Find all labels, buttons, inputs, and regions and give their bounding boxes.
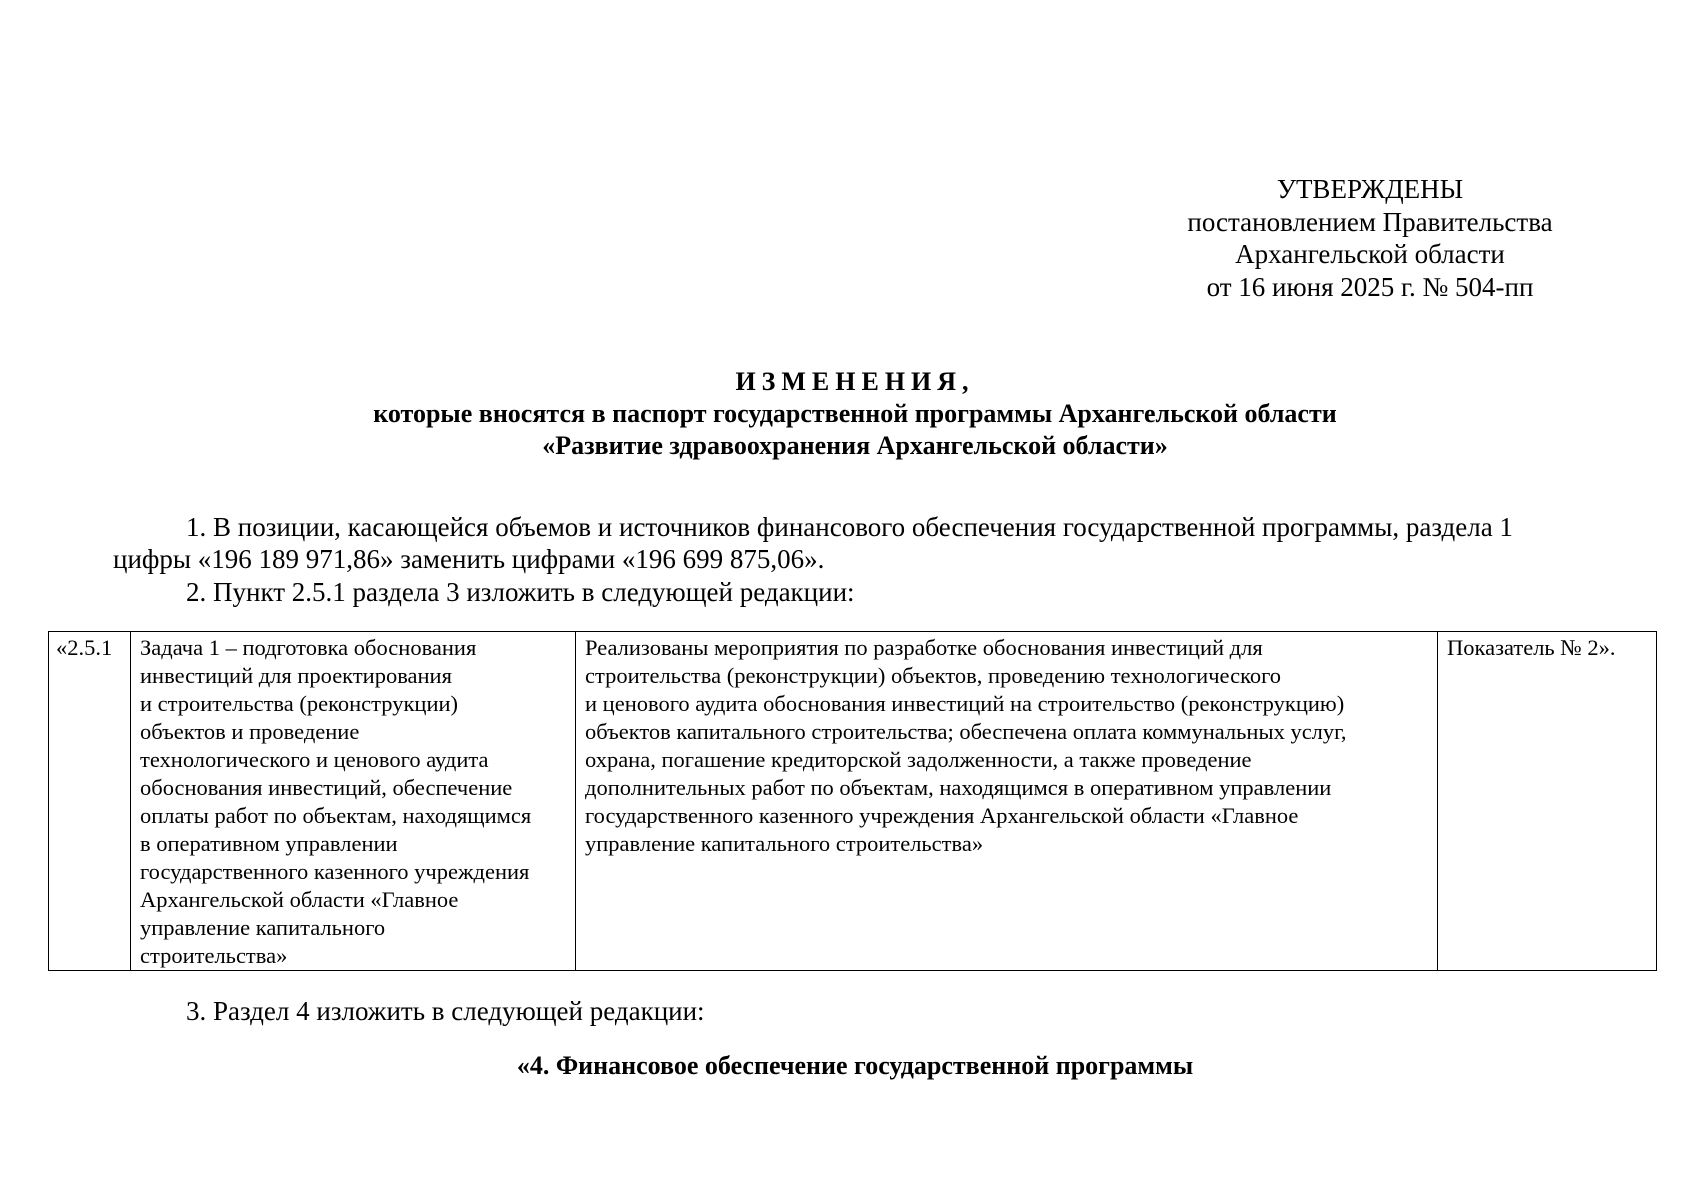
result-line: государственного казенного учреждения Архангельской области «Главное (585, 803, 1299, 828)
task-line: в оперативном управлении (140, 831, 398, 856)
paragraph-2: 2. Пункт 2.5.1 раздела 3 изложить в следующей редакции: (186, 577, 855, 607)
indicator-cell (1438, 632, 1657, 971)
result-line: и ценового аудита обоснования инвестиций на строительство (реконструкцию) (585, 691, 1345, 716)
indicator-text: Показатель № 2». (1447, 635, 1616, 660)
task-line: объектов и проведение (140, 719, 360, 744)
section-heading: «4. Финансовое обеспечение государственной программы (516, 1051, 1194, 1080)
task-line: технологического и ценового аудита (140, 747, 489, 772)
table-row (49, 632, 1657, 971)
approval-line: Архангельской области (1235, 239, 1505, 269)
result-cell (576, 632, 1438, 971)
paragraph-1-line-1: 1. В позиции, касающейся объемов и источников финансового обеспечения государственной программы, раздела 1 (186, 512, 1513, 542)
task-line: Задача 1 – подготовка обоснования (140, 635, 477, 660)
paragraph-1-line-2: цифры «196 189 971,86» заменить цифрами «196 699 875,06». (113, 544, 825, 574)
task-line: государственного казенного учреждения (140, 859, 530, 884)
item-number: «2.5.1 (56, 635, 113, 660)
title-heading: ИЗМЕНЕНИЯ, (735, 367, 975, 396)
task-line: строительства» (140, 943, 288, 968)
task-cell (131, 632, 576, 971)
approval-stamp (1160, 173, 1580, 303)
task-line: оплаты работ по объектам, находящимся (140, 803, 532, 828)
task-line: инвестиций для проектирования (140, 663, 452, 688)
result-line: дополнительных работ по объектам, находящимся в оперативном управлении (585, 775, 1332, 800)
task-line: обоснования инвестиций, обеспечение (140, 775, 513, 800)
item-number-cell (49, 632, 131, 971)
result-line: строительства (реконструкции) объектов, проведению технологического (585, 663, 1282, 688)
task-line: управление капитального (140, 915, 386, 940)
task-line: Архангельской области «Главное (140, 887, 459, 912)
result-line: объектов капитального строительства; обеспечена оплата коммунальных услуг, (585, 719, 1347, 744)
approval-line: УТВЕРЖДЕНЫ (1276, 174, 1464, 204)
document-title (100, 366, 1610, 462)
result-line: Реализованы мероприятия по разработке обоснования инвестиций для (585, 635, 1263, 660)
result-line: охрана, погашение кредиторской задолженности, а также проведение (585, 747, 1252, 772)
paragraph-3: 3. Раздел 4 изложить в следующей редакции: (186, 996, 705, 1026)
task-line: и строительства (реконструкции) (140, 691, 459, 716)
title-line: «Развитие здравоохранения Архангельской области» (542, 431, 1168, 460)
approval-line: постановлением Правительства (1187, 206, 1553, 237)
result-line: управление капитального строительства» (585, 831, 984, 856)
title-line: которые вносятся в паспорт государственной программы Архангельской области (373, 399, 1337, 428)
approval-line: от 16 июня 2025 г. № 504-пп (1206, 271, 1534, 302)
changes-table (48, 631, 1657, 971)
